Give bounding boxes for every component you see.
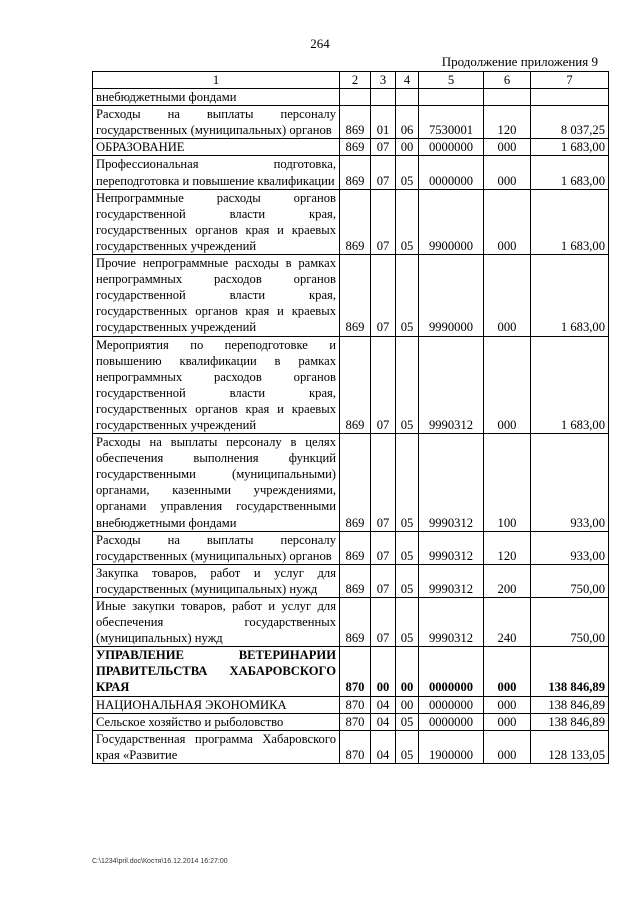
row-section-code: 00: [371, 647, 396, 696]
row-target-article: 0000000: [419, 156, 484, 189]
row-amount: 128 133,05: [531, 730, 609, 763]
row-expense-type: 240: [484, 598, 531, 647]
row-subsection-code: 06: [396, 106, 419, 139]
row-amount: 1 683,00: [531, 336, 609, 434]
row-subsection-code: [396, 89, 419, 106]
file-path-footer: C:\1234\pril.doc\Костя\16.12.2014 16:27:00: [92, 858, 228, 865]
table-body: [93, 89, 609, 764]
row-section-code: 07: [371, 531, 396, 564]
row-section-code: 07: [371, 434, 396, 532]
page-number: 264: [310, 36, 330, 51]
row-description: внебюджетными фондами: [93, 89, 340, 106]
row-target-article: 9990312: [419, 564, 484, 597]
row-target-article: 9990312: [419, 531, 484, 564]
table-row: [93, 89, 609, 106]
row-subsection-code: 05: [396, 564, 419, 597]
row-expense-type: 000: [484, 336, 531, 434]
row-subsection-code: 05: [396, 336, 419, 434]
row-description: Прочие непрограммные расходы в рамках непрограммных расходов органов государственной власти края, государственных органов края и краевых государственных учреждений: [93, 255, 340, 336]
row-section-code: 07: [371, 336, 396, 434]
table-row: [93, 598, 609, 647]
row-description: Расходы на выплаты персоналу государственных (муниципальных) органов: [93, 106, 340, 139]
row-section-code: 07: [371, 598, 396, 647]
row-admin-code: 870: [340, 713, 371, 730]
row-expense-type: 120: [484, 106, 531, 139]
row-expense-type: 000: [484, 139, 531, 156]
row-admin-code: 869: [340, 564, 371, 597]
row-subsection-code: 05: [396, 434, 419, 532]
table-row: [93, 255, 609, 336]
row-admin-code: 869: [340, 139, 371, 156]
row-expense-type: 100: [484, 434, 531, 532]
row-target-article: [419, 89, 484, 106]
row-amount: 750,00: [531, 564, 609, 597]
table-row: [93, 647, 609, 696]
row-amount: 1 683,00: [531, 189, 609, 254]
row-description: Закупка товаров, работ и услуг для государственных (муниципальных) нужд: [93, 564, 340, 597]
row-section-code: 04: [371, 713, 396, 730]
row-section-code: 07: [371, 139, 396, 156]
row-section-code: [371, 89, 396, 106]
row-description: Непрограммные расходы органов государственной власти края, государственных органов края и краевых государственных учреждений: [93, 189, 340, 254]
row-admin-code: 870: [340, 730, 371, 763]
row-expense-type: 000: [484, 730, 531, 763]
row-amount: 1 683,00: [531, 255, 609, 336]
row-description: Иные закупки товаров, работ и услуг для обеспечения государственных (муниципальных) нужд: [93, 598, 340, 647]
row-subsection-code: 00: [396, 139, 419, 156]
table-row: [93, 189, 609, 254]
row-amount: [531, 89, 609, 106]
row-admin-code: 869: [340, 255, 371, 336]
row-amount: 933,00: [531, 531, 609, 564]
row-subsection-code: 05: [396, 255, 419, 336]
row-section-code: 07: [371, 189, 396, 254]
row-expense-type: 000: [484, 647, 531, 696]
row-target-article: 9990312: [419, 598, 484, 647]
row-target-article: 0000000: [419, 647, 484, 696]
row-expense-type: 000: [484, 713, 531, 730]
row-admin-code: 869: [340, 189, 371, 254]
table-row: [93, 730, 609, 763]
row-target-article: 1900000: [419, 730, 484, 763]
table-row: [93, 434, 609, 532]
row-amount: 138 846,89: [531, 696, 609, 713]
row-subsection-code: 00: [396, 647, 419, 696]
row-expense-type: 200: [484, 564, 531, 597]
row-subsection-code: 05: [396, 189, 419, 254]
row-section-code: 07: [371, 564, 396, 597]
row-subsection-code: 05: [396, 531, 419, 564]
row-description: ОБРАЗОВАНИЕ: [93, 139, 340, 156]
row-section-code: 04: [371, 696, 396, 713]
table-row: [93, 696, 609, 713]
row-description: Профессиональная подготовка, переподготовка и повышение квалификации: [93, 156, 340, 189]
row-admin-code: 869: [340, 106, 371, 139]
row-target-article: 9990312: [419, 434, 484, 532]
row-amount: 1 683,00: [531, 139, 609, 156]
table-row: [93, 336, 609, 434]
table-row: [93, 106, 609, 139]
row-target-article: 9990000: [419, 255, 484, 336]
row-target-article: 9990312: [419, 336, 484, 434]
table-row: [93, 139, 609, 156]
row-amount: 933,00: [531, 434, 609, 532]
table-row: [93, 564, 609, 597]
row-section-code: 07: [371, 255, 396, 336]
row-admin-code: [340, 89, 371, 106]
table-row: [93, 531, 609, 564]
row-admin-code: 870: [340, 696, 371, 713]
row-target-article: 0000000: [419, 139, 484, 156]
row-admin-code: 869: [340, 531, 371, 564]
row-target-article: 7530001: [419, 106, 484, 139]
column-header: 6: [484, 72, 531, 89]
table-row: [93, 156, 609, 189]
row-description: Государственная программа Хабаровского края «Развитие: [93, 730, 340, 763]
column-header: 7: [531, 72, 609, 89]
column-header: 3: [371, 72, 396, 89]
row-expense-type: 000: [484, 189, 531, 254]
row-subsection-code: 00: [396, 696, 419, 713]
row-section-code: 04: [371, 730, 396, 763]
row-section-code: 07: [371, 156, 396, 189]
row-target-article: 0000000: [419, 696, 484, 713]
row-admin-code: 870: [340, 647, 371, 696]
row-description: Расходы на выплаты персоналу государственных (муниципальных) органов: [93, 531, 340, 564]
row-target-article: 9900000: [419, 189, 484, 254]
table-header-row: [93, 72, 609, 89]
row-amount: 750,00: [531, 598, 609, 647]
row-expense-type: 000: [484, 255, 531, 336]
appendix-caption: Продолжение приложения 9: [441, 54, 598, 69]
row-amount: 1 683,00: [531, 156, 609, 189]
table-row: [93, 713, 609, 730]
row-expense-type: 000: [484, 696, 531, 713]
row-section-code: 01: [371, 106, 396, 139]
row-subsection-code: 05: [396, 713, 419, 730]
column-header: 5: [419, 72, 484, 89]
row-expense-type: [484, 89, 531, 106]
row-amount: 8 037,25: [531, 106, 609, 139]
row-amount: 138 846,89: [531, 647, 609, 696]
row-description: НАЦИОНАЛЬНАЯ ЭКОНОМИКА: [93, 696, 340, 713]
row-target-article: 0000000: [419, 713, 484, 730]
row-admin-code: 869: [340, 156, 371, 189]
row-subsection-code: 05: [396, 156, 419, 189]
row-description: Расходы на выплаты персоналу в целях обеспечения выполнения функций государственными (муниципальными) органами, казенными учреждениями, органами управления государственными внебюджетными фондами: [93, 434, 340, 532]
row-description: Сельское хозяйство и рыболовство: [93, 713, 340, 730]
row-description: УПРАВЛЕНИЕ ВЕТЕРИНАРИИ ПРАВИТЕЛЬСТВА ХАБАРОВСКОГО КРАЯ: [93, 647, 340, 696]
row-expense-type: 120: [484, 531, 531, 564]
budget-table: [92, 71, 609, 764]
row-expense-type: 000: [484, 156, 531, 189]
row-subsection-code: 05: [396, 598, 419, 647]
column-header: 4: [396, 72, 419, 89]
column-header: 2: [340, 72, 371, 89]
row-subsection-code: 05: [396, 730, 419, 763]
column-header: 1: [93, 72, 340, 89]
row-amount: 138 846,89: [531, 713, 609, 730]
row-admin-code: 869: [340, 434, 371, 532]
row-admin-code: 869: [340, 598, 371, 647]
row-description: Мероприятия по переподготовке и повышению квалификации в рамках непрограммных расходов органов государственной власти края, государственных органов края и краевых государственных учреждений: [93, 336, 340, 434]
row-admin-code: 869: [340, 336, 371, 434]
